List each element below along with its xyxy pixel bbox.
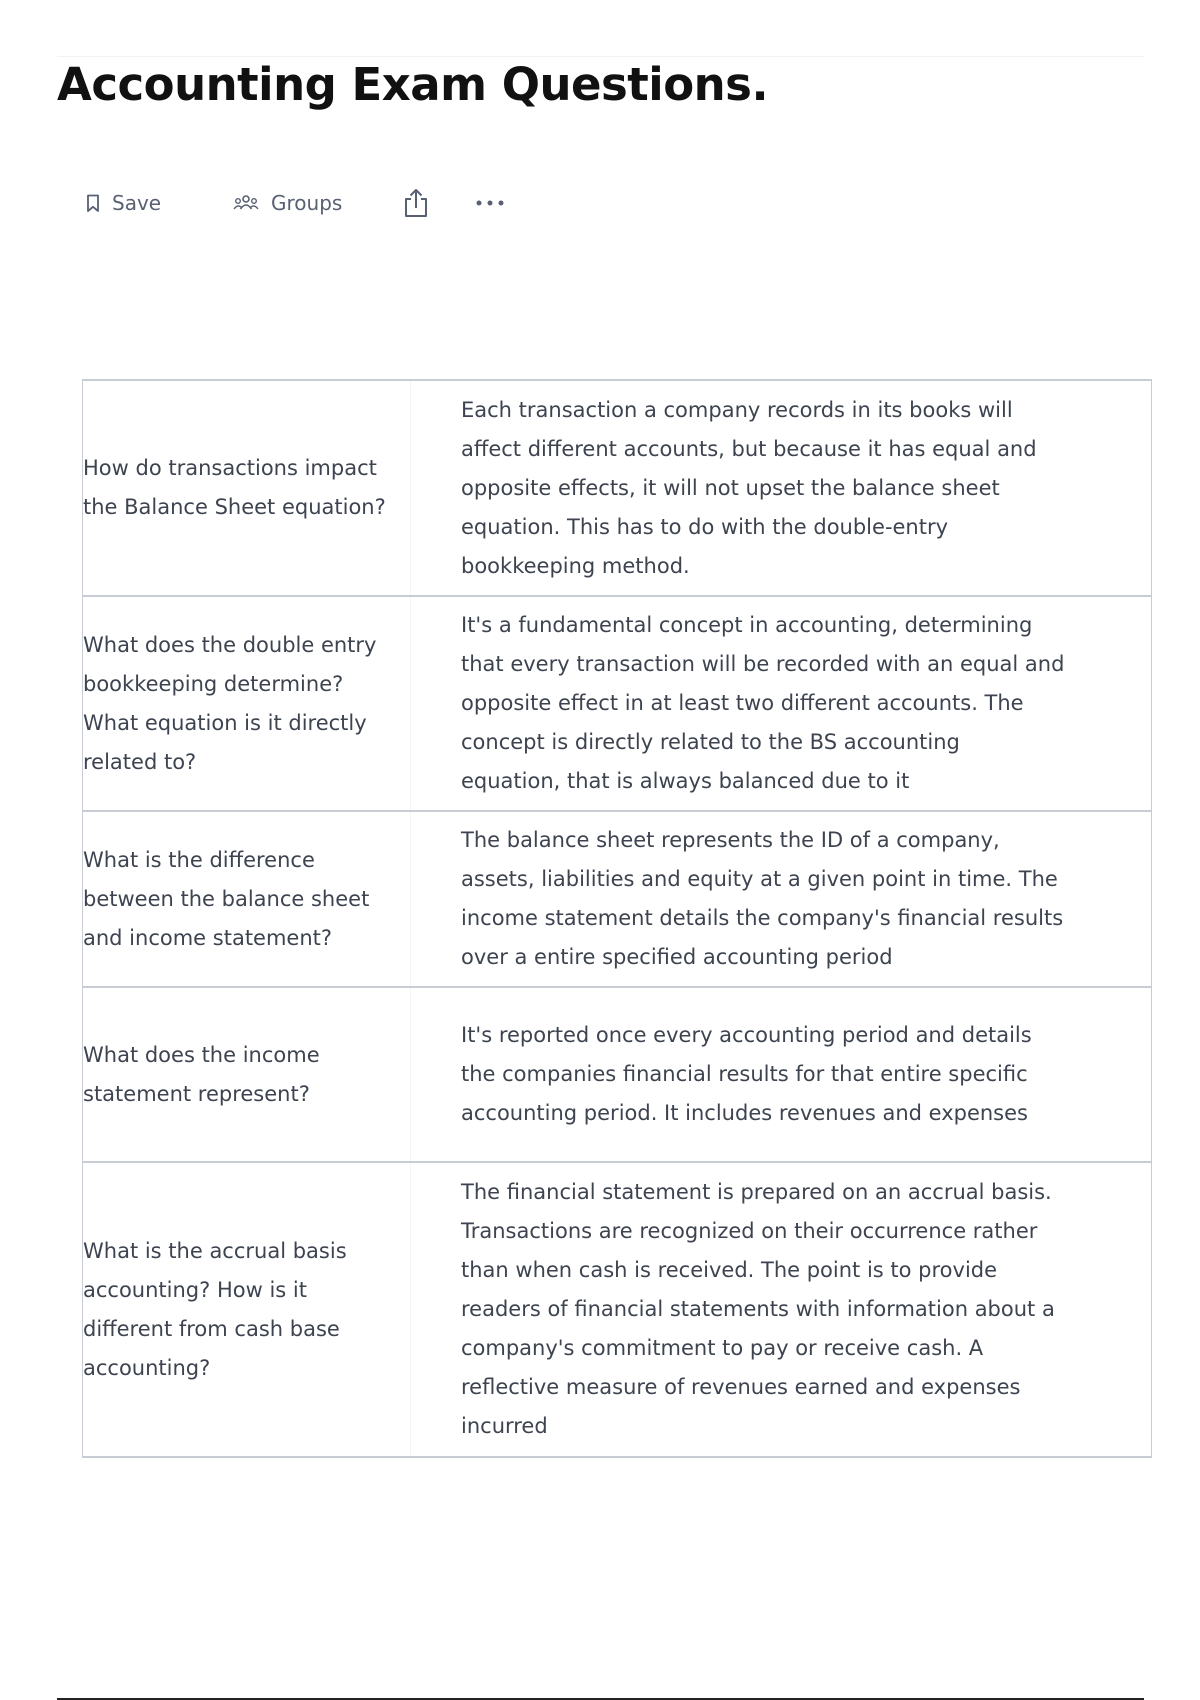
save-label: Save bbox=[112, 191, 162, 215]
page-title: Accounting Exam Questions. bbox=[57, 58, 769, 111]
bookmark-icon bbox=[86, 194, 100, 213]
question-cell: What is the difference between the balance sheet and income statement? bbox=[83, 811, 411, 987]
share-button[interactable] bbox=[403, 188, 475, 218]
answer-cell: The financial statement is prepared on an accrual basis. Transactions are recognized on their occurrence rather than when cash is received. The point is to provide readers of financial statements with information about a company's commitment to pay or receive cash. A reflective measure of revenues earned and expenses incurred bbox=[411, 1162, 1152, 1457]
more-button[interactable] bbox=[475, 199, 515, 207]
toolbar bbox=[86, 186, 515, 220]
table-row bbox=[83, 596, 1152, 811]
qa-table bbox=[82, 379, 1152, 1458]
more-dots-icon bbox=[475, 199, 505, 207]
groups-label: Groups bbox=[271, 191, 343, 215]
question-cell: How do transactions impact the Balance Sheet equation? bbox=[83, 380, 411, 596]
answer-cell: It's reported once every accounting period and details the companies financial results for that entire specific accounting period. It includes revenues and expenses bbox=[411, 987, 1152, 1162]
save-button[interactable] bbox=[86, 191, 233, 215]
table-row bbox=[83, 811, 1152, 987]
share-icon bbox=[403, 188, 429, 218]
groups-icon bbox=[233, 195, 259, 211]
table-row bbox=[83, 987, 1152, 1162]
answer-cell: The balance sheet represents the ID of a company, assets, liabilities and equity at a given point in time. The income statement details the company's financial results over a entire specified accounting period bbox=[411, 811, 1152, 987]
top-divider bbox=[57, 56, 1144, 57]
table-row bbox=[83, 1162, 1152, 1457]
answer-cell: It's a fundamental concept in accounting, determining that every transaction will be recorded with an equal and opposite effect in at least two different accounts. The concept is directly related to the BS accounting equation, that is always balanced due to it bbox=[411, 596, 1152, 811]
question-cell: What is the accrual basis accounting? How is it different from cash base accounting? bbox=[83, 1162, 411, 1457]
groups-button[interactable] bbox=[233, 191, 403, 215]
question-cell: What does the double entry bookkeeping determine? What equation is it directly related to? bbox=[83, 596, 411, 811]
answer-cell: Each transaction a company records in its books will affect different accounts, but because it has equal and opposite effects, it will not upset the balance sheet equation. This has to do with the double-entry bookkeeping method. bbox=[411, 380, 1152, 596]
question-cell: What does the income statement represent? bbox=[83, 987, 411, 1162]
table-row bbox=[83, 380, 1152, 596]
